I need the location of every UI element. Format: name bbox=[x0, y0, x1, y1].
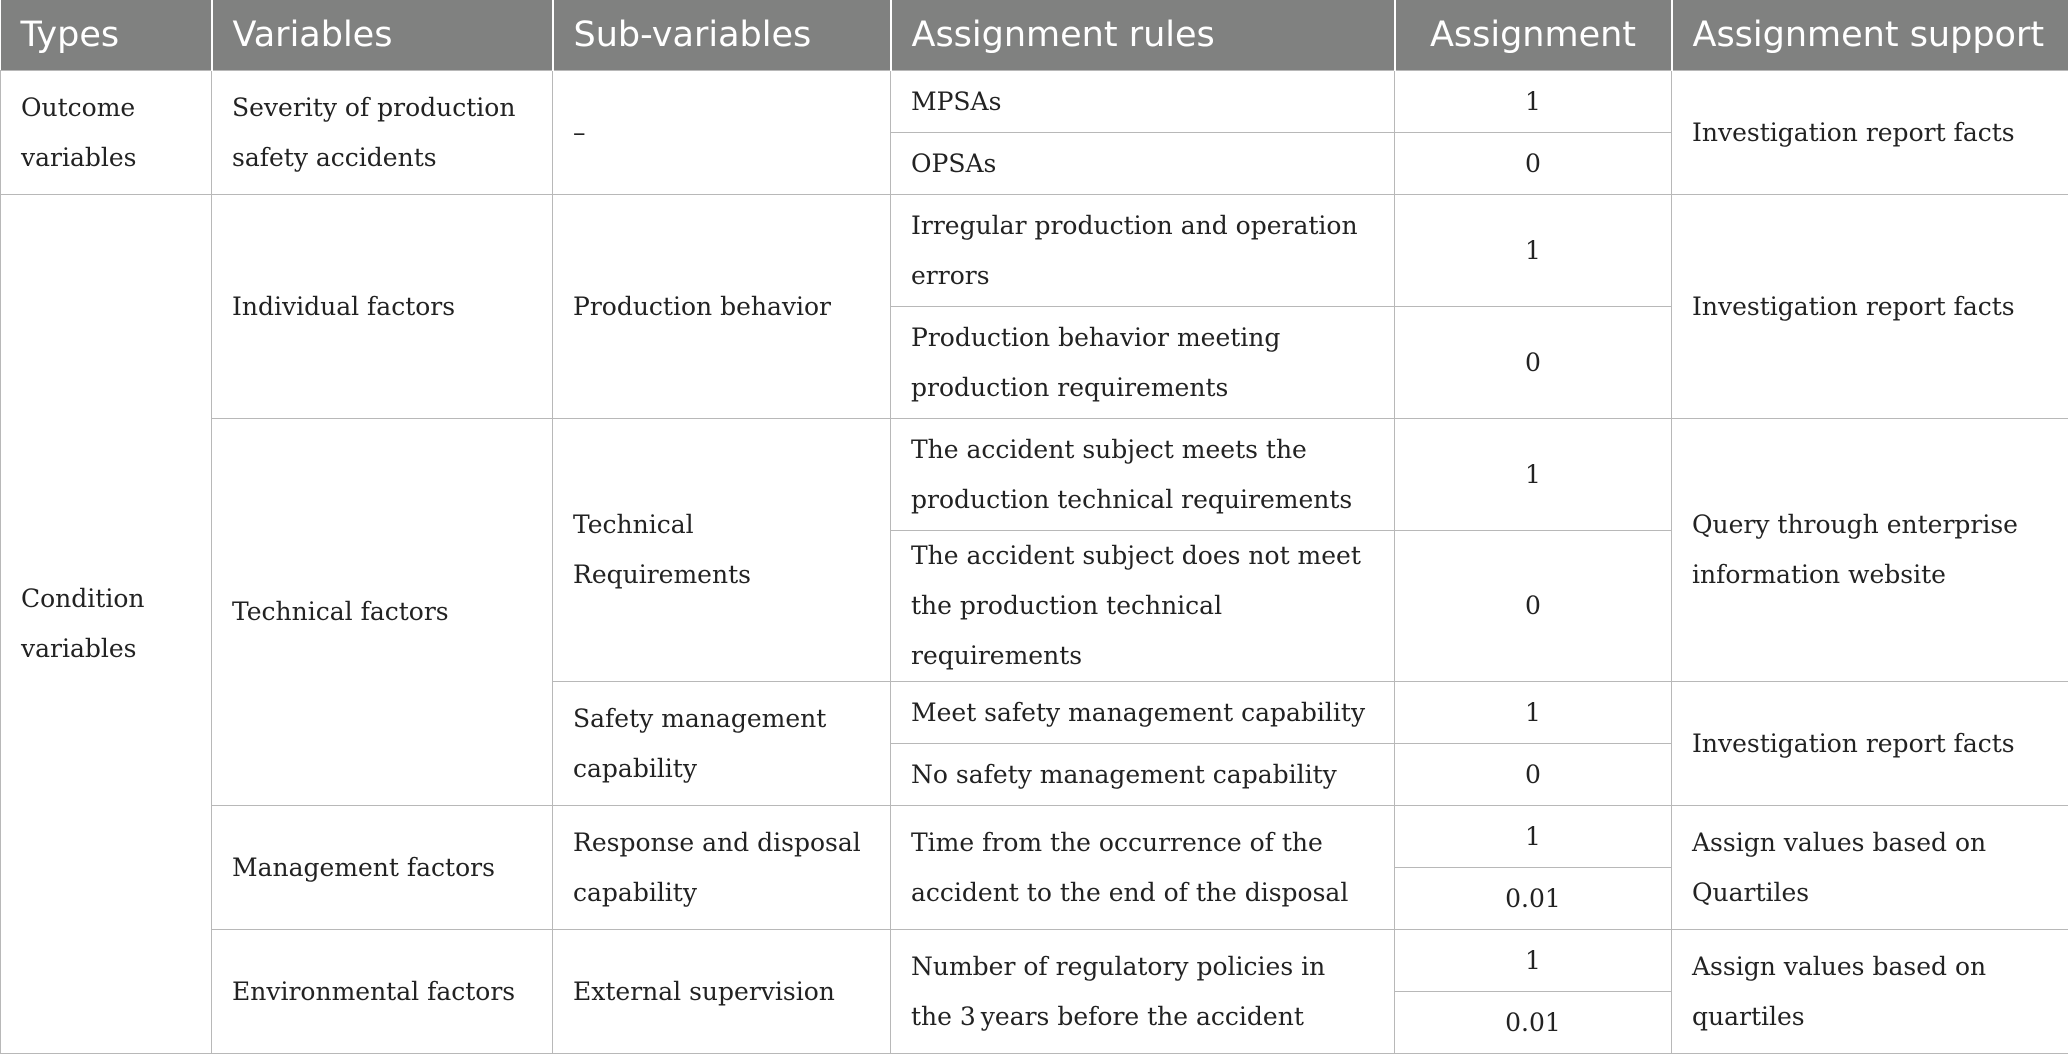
assignment-value: 0.01 bbox=[1395, 992, 1672, 1054]
rule-cell: No safety management capability bbox=[891, 744, 1395, 806]
subvariable-external-supervision: External supervision bbox=[553, 930, 891, 1054]
header-types: Types bbox=[1, 0, 212, 71]
variable-technical: Technical factors bbox=[212, 419, 553, 806]
variable-environmental: Environmental factors bbox=[212, 930, 553, 1054]
rule-cell: OPSAs bbox=[891, 133, 1395, 195]
table-row bbox=[1, 419, 2068, 531]
table-row bbox=[1, 195, 2068, 307]
assignment-value: 1 bbox=[1395, 930, 1672, 992]
header-assignment-rules: Assignment rules bbox=[891, 0, 1395, 71]
subvariable-safety-management: Safety management capability bbox=[553, 682, 891, 806]
support-management: Assign values based on Quartiles bbox=[1672, 806, 2068, 930]
header-assignment: Assignment bbox=[1395, 0, 1672, 71]
assignment-value: 0 bbox=[1395, 744, 1672, 806]
support-outcome: Investigation report facts bbox=[1672, 71, 2068, 195]
assignment-value: 1 bbox=[1395, 195, 1672, 307]
assignment-value: 1 bbox=[1395, 806, 1672, 868]
rule-cell: Irregular production and operation errors bbox=[891, 195, 1395, 307]
assignment-value: 0 bbox=[1395, 133, 1672, 195]
table-row bbox=[1, 930, 2068, 992]
table-row bbox=[1, 806, 2068, 868]
variable-severity: Severity of production safety accidents bbox=[212, 71, 553, 195]
rule-cell: MPSAs bbox=[891, 71, 1395, 133]
subvariable-production-behavior: Production behavior bbox=[553, 195, 891, 419]
rule-cell: The accident subject does not meet the production technical requirements bbox=[891, 531, 1395, 682]
type-condition: Condition variables bbox=[1, 195, 212, 1054]
support-environmental: Assign values based on quartiles bbox=[1672, 930, 2068, 1054]
variable-individual: Individual factors bbox=[212, 195, 553, 419]
rule-cell: The accident subject meets the production technical requirements bbox=[891, 419, 1395, 531]
type-outcome: Outcome variables bbox=[1, 71, 212, 195]
support-safety-management: Investigation report facts bbox=[1672, 682, 2068, 806]
assignment-value: 0.01 bbox=[1395, 868, 1672, 930]
rule-cell: Production behavior meeting production requirements bbox=[891, 307, 1395, 419]
rule-cell: Number of regulatory policies in the 3 years before the accident bbox=[891, 930, 1395, 1054]
header-row bbox=[1, 0, 2068, 71]
assignment-value: 1 bbox=[1395, 682, 1672, 744]
support-technical-requirements: Query through enterprise information website bbox=[1672, 419, 2068, 682]
subvariable-response-disposal: Response and disposal capability bbox=[553, 806, 891, 930]
header-assignment-support: Assignment support bbox=[1672, 0, 2068, 71]
subvariable-outcome: – bbox=[553, 71, 891, 195]
assignment-value: 0 bbox=[1395, 307, 1672, 419]
rule-cell: Time from the occurrence of the accident to the end of the disposal bbox=[891, 806, 1395, 930]
rule-cell: Meet safety management capability bbox=[891, 682, 1395, 744]
assignment-value: 1 bbox=[1395, 71, 1672, 133]
header-subvariables: Sub-variables bbox=[553, 0, 891, 71]
table-row bbox=[1, 71, 2068, 133]
assignment-value: 0 bbox=[1395, 531, 1672, 682]
assignment-value: 1 bbox=[1395, 419, 1672, 531]
variable-management: Management factors bbox=[212, 806, 553, 930]
header-variables: Variables bbox=[212, 0, 553, 71]
subvariable-technical-requirements: Technical Requirements bbox=[553, 419, 891, 682]
support-individual: Investigation report facts bbox=[1672, 195, 2068, 419]
